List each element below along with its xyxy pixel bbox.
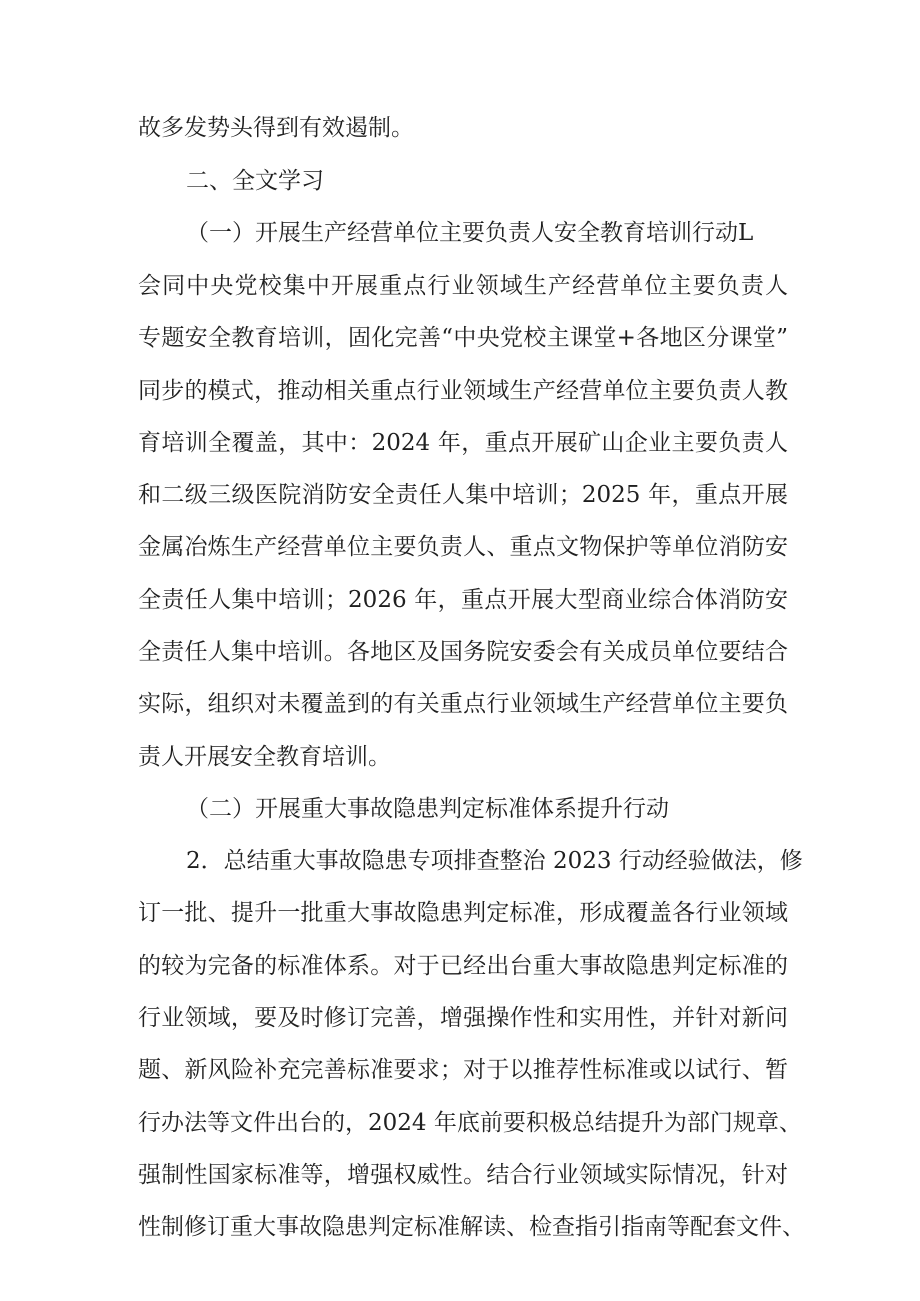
text-line-5: 专题安全教育培训，固化完善“中央党校主课堂+各地区分课堂”	[138, 325, 788, 351]
text-line-12: 实际，组织对未覆盖到的有关重点行业领域生产经营单位主要负	[138, 691, 788, 717]
text-line-16: 订一批、提升一批重大事故隐患判定标准，形成覆盖各行业领域	[138, 900, 788, 926]
text-line-15: 2．总结重大事故隐患专项排查整治 2023 行动经验做法，修	[186, 848, 803, 874]
text-line-20: 行办法等文件出台的，2024 年底前要积极总结提升为部门规章、	[138, 1110, 802, 1136]
text-line-22: 性制修订重大事故隐患判定标准解读、检查指引指南等配套文件、	[138, 1214, 805, 1240]
text-line-8: 和二级三级医院消防安全责任人集中培训；2025 年，重点开展	[138, 482, 788, 508]
text-line-7: 育培训全覆盖，其中：2024 年，重点开展矿山企业主要负责人	[138, 430, 788, 456]
text-line-18: 行业领域，要及时修订完善，增强操作性和实用性，并针对新问	[138, 1005, 788, 1031]
text-line-9: 金属冶炼生产经营单位主要负责人、重点文物保护等单位消防安	[138, 534, 788, 560]
text-line-10: 全责任人集中培训；2026 年，重点开展大型商业综合体消防安	[138, 587, 788, 613]
text-line-21: 强制性国家标准等，增强权威性。结合行业领域实际情况，针对	[138, 1162, 788, 1188]
text-line-6: 同步的模式，推动相关重点行业领域生产经营单位主要负责人教	[138, 378, 788, 404]
text-line-17: 的较为完备的标准体系。对于已经出台重大事故隐患判定标准的	[138, 953, 788, 979]
subheading-1: （一）开展生产经营单位主要负责人安全教育培训行动L	[186, 220, 754, 246]
text-line-1: 故多发势头得到有效遏制。	[138, 115, 414, 141]
text-line-13: 责人开展安全教育培训。	[138, 744, 391, 770]
text-line-11: 全责任人集中培训。各地区及国务院安委会有关成员单位要结合	[138, 639, 788, 665]
subheading-2: （二）开展重大事故隐患判定标准体系提升行动	[186, 796, 669, 822]
text-line-19: 题、新风险补充完善标准要求；对于以推荐性标准或以试行、暂	[138, 1057, 788, 1083]
section-heading-2: 二、全文学习	[186, 168, 324, 194]
text-line-4: 会同中央党校集中开展重点行业领域生产经营单位主要负责人	[138, 273, 788, 299]
